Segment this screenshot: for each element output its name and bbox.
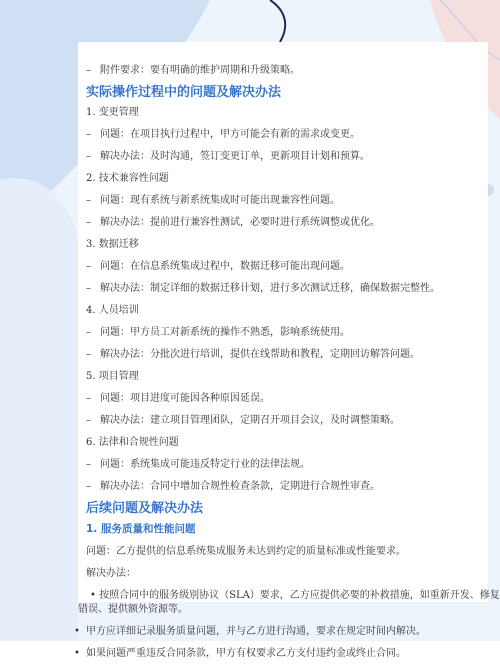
section1-heading: 实际操作过程中的问题及解决办法 (86, 85, 282, 100)
bullet-item: • 如果问题严重违反合同条款，甲方有权要求乙方支付违约金或终止合同。 (74, 648, 406, 659)
bullet-item: • 按照合同中的服务级别协议（SLA）要求，乙方应提供必要的补救措施，如重新开发、修复错误、提供额外资源等。 (78, 590, 500, 615)
dash-bullet: – (86, 65, 91, 76)
section1-item: 4. 人员培训 – 问题：甲方员工对新系统的操作不熟悉，影响系统使用。 – 解决办法：分批次进行培训，提供在线帮助和教程，定期回访解答问题。 (86, 305, 420, 360)
section1-item: 1. 变更管理 – 问题：在项目执行过程中，甲方可能会有新的需求或变更。 – 解决办法：及时沟通，签订变更订单，更新项目计划和预算。 (86, 107, 370, 162)
section2-heading: 后续问题及解决办法 (86, 501, 204, 516)
section2-solution-label: 解决办法： (86, 568, 136, 579)
bullet-item: • 甲方应详细记录服务质量问题，并与乙方进行沟通，要求在规定时间内解决。 (74, 626, 426, 637)
section2-problem: 问题：乙方提供的信息系统集成服务未达到约定的质量标准或性能要求。 (86, 546, 406, 557)
section1-item: 6. 法律和合规性问题 – 问题：系统集成可能违反特定行业的法律法规。 – 解决办法：合同中增加合规性检查条款，定期进行合规性审查。 (86, 437, 380, 492)
section1-item: 2. 技术兼容性问题 – 问题：现有系统与新系统集成时可能出现兼容性问题。 – 解决办法：提前进行兼容性测试，必要时进行系统调整或优化。 (86, 173, 380, 228)
section1-item: 5. 项目管理 – 问题：项目进度可能因各种原因延误。 – 解决办法：建立项目管理团队，定期召开项目会议，及时调整策略。 (86, 371, 400, 426)
attachment-requirement: – 附件要求：要有明确的维护周期和升级策略。 (86, 65, 300, 76)
document-content (74, 64, 500, 669)
section2-subheading: 1. 服务质量和性能问题 (86, 523, 196, 535)
section1-item: 3. 数据迁移 – 问题：在信息系统集成过程中，数据迁移可能出现问题。 – 解决办法：制定详细的数据迁移计划，进行多次测试迁移，确保数据完整性。 (86, 239, 440, 294)
